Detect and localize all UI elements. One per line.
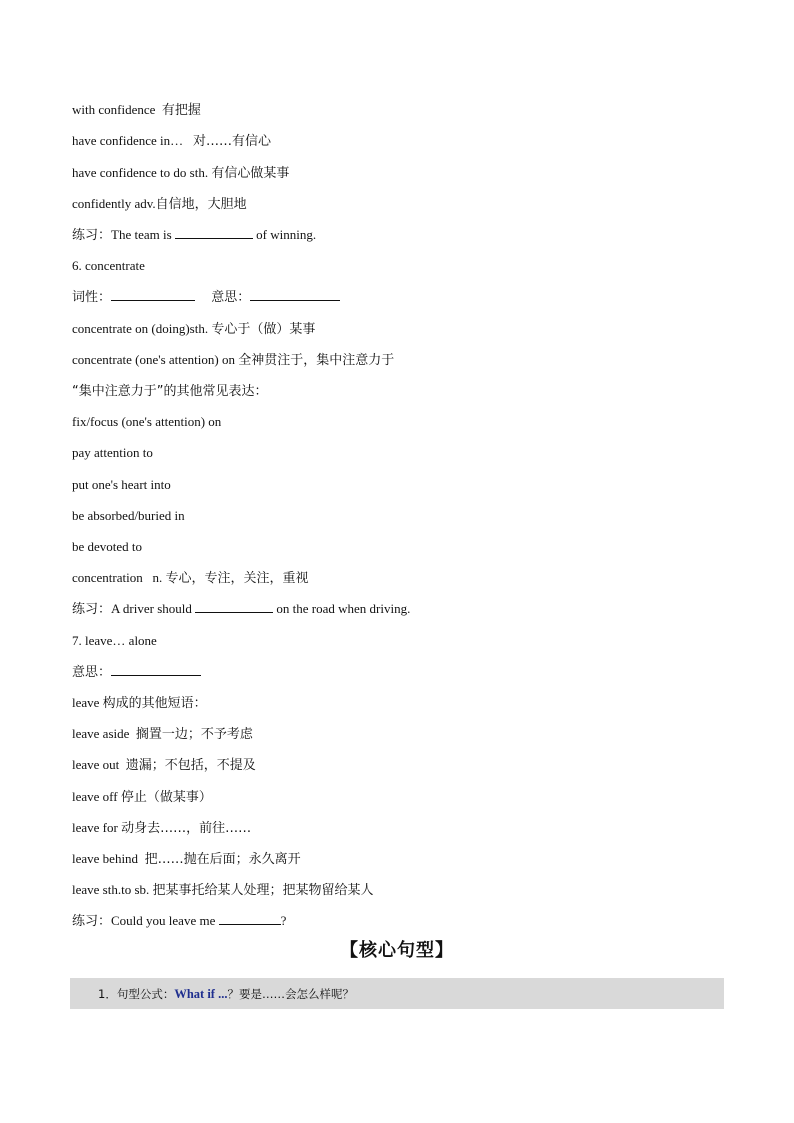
sentence-pattern-bar <box>70 978 724 1009</box>
text-line <box>72 132 271 151</box>
pattern-keyword: What if ... <box>174 987 228 1001</box>
meaning-label: 意思： <box>211 290 251 305</box>
text-line <box>72 756 256 775</box>
text-line <box>72 850 301 869</box>
answer-blank <box>175 226 253 239</box>
phrase-cn: 构成的其他短语： <box>102 696 207 711</box>
text-line <box>72 819 251 838</box>
phrase-en: with confidence <box>72 102 156 117</box>
section-heading <box>72 257 145 275</box>
phrase-cn: 搁置一边；不予考虑 <box>135 727 253 742</box>
text-line <box>72 101 201 120</box>
exercise-text: ? <box>280 913 287 928</box>
exercise-text: Could you leave me <box>111 913 216 928</box>
fill-line <box>72 663 201 682</box>
exercise-line <box>72 600 410 619</box>
phrase-en: 7. leave… alone <box>72 633 157 648</box>
fill-line <box>72 288 340 307</box>
phrase-en: 6. concentrate <box>72 258 145 273</box>
text-line <box>72 164 289 183</box>
phrase-cn: 有信心做某事 <box>211 166 290 181</box>
section-heading <box>72 632 157 650</box>
exercise-text: The team is <box>111 227 172 242</box>
text-line <box>72 413 221 431</box>
phrase-cn: 全神贯注于，集中注意力于 <box>238 353 395 368</box>
exercise-label: 练习： <box>72 914 112 929</box>
phrase-en: leave sth.to sb. <box>72 882 150 897</box>
core-sentence-heading: 【核心句型】 <box>340 940 454 961</box>
exercise-line <box>72 912 286 931</box>
phrase-en: leave behind <box>72 851 139 866</box>
text-line <box>72 507 185 525</box>
phrase-cn: 专心，专注，关注，重视 <box>165 571 309 586</box>
phrase-en: leave aside <box>72 726 130 741</box>
phrase-cn: “集中注意力于”的其他常见表达： <box>72 384 268 399</box>
exercise-text: of winning. <box>256 227 317 242</box>
pattern-number: 1．句型公式： <box>98 987 175 1001</box>
answer-blank <box>195 600 273 613</box>
exercise-line <box>72 226 316 245</box>
phrase-cn: 对……有信心 <box>192 134 271 149</box>
phrase-cn: 把某事托给某人处理；把某物留给某人 <box>152 883 374 898</box>
pattern-meaning: ？要是……会怎么样呢？ <box>227 987 354 1001</box>
phrase-en: be devoted to <box>72 539 143 554</box>
phrase-en: concentrate on (doing)sth. <box>72 321 209 336</box>
answer-blank <box>250 288 340 301</box>
phrase-en: put one's heart into <box>72 477 171 492</box>
phrase-en: fix/focus (one's attention) on <box>72 414 222 429</box>
text-line <box>72 195 247 214</box>
text-line <box>72 538 142 556</box>
answer-blank <box>111 663 201 676</box>
phrase-en: leave out <box>72 757 120 772</box>
text-line <box>72 382 267 401</box>
exercise-label: 练习： <box>72 602 112 617</box>
text-line <box>72 725 253 744</box>
text-line <box>72 351 394 370</box>
text-line <box>72 694 207 713</box>
meaning-label: 意思： <box>72 665 112 680</box>
phrase-cn: 动身去……，前往…… <box>121 821 252 836</box>
pos-label: 词性： <box>72 290 112 305</box>
exercise-text: on the road when driving. <box>276 601 411 616</box>
text-line <box>72 320 315 339</box>
phrase-en: confidently adv. <box>72 196 156 211</box>
phrase-en: concentrate (one's attention) on <box>72 352 235 367</box>
phrase-en: leave <box>72 695 100 710</box>
text-line <box>72 444 153 462</box>
sentence-pattern-text <box>98 986 354 1002</box>
answer-blank <box>111 288 195 301</box>
phrase-en: have confidence to do sth. <box>72 165 209 180</box>
phrase-en: have confidence in… <box>72 133 184 148</box>
phrase-en: pay attention to <box>72 445 153 460</box>
phrase-en: leave off <box>72 789 118 804</box>
phrase-cn: 停止（做某事） <box>120 790 212 805</box>
text-line <box>72 476 171 494</box>
answer-blank <box>219 912 281 925</box>
phrase-cn: 专心于（做）某事 <box>211 322 316 337</box>
phrase-en: be absorbed/buried in <box>72 508 185 523</box>
phrase-en: concentration n. <box>72 570 163 585</box>
exercise-text: A driver should <box>111 601 192 616</box>
text-line <box>72 881 374 900</box>
phrase-cn: 有把握 <box>161 103 201 118</box>
phrase-en: leave for <box>72 820 118 835</box>
text-line <box>72 569 309 588</box>
text-line <box>72 788 212 807</box>
phrase-cn: 自信地，大胆地 <box>155 197 247 212</box>
exercise-label: 练习： <box>72 228 112 243</box>
phrase-cn: 把……抛在后面；永久离开 <box>144 852 301 867</box>
phrase-cn: 遗漏；不包括，不提及 <box>125 758 256 773</box>
